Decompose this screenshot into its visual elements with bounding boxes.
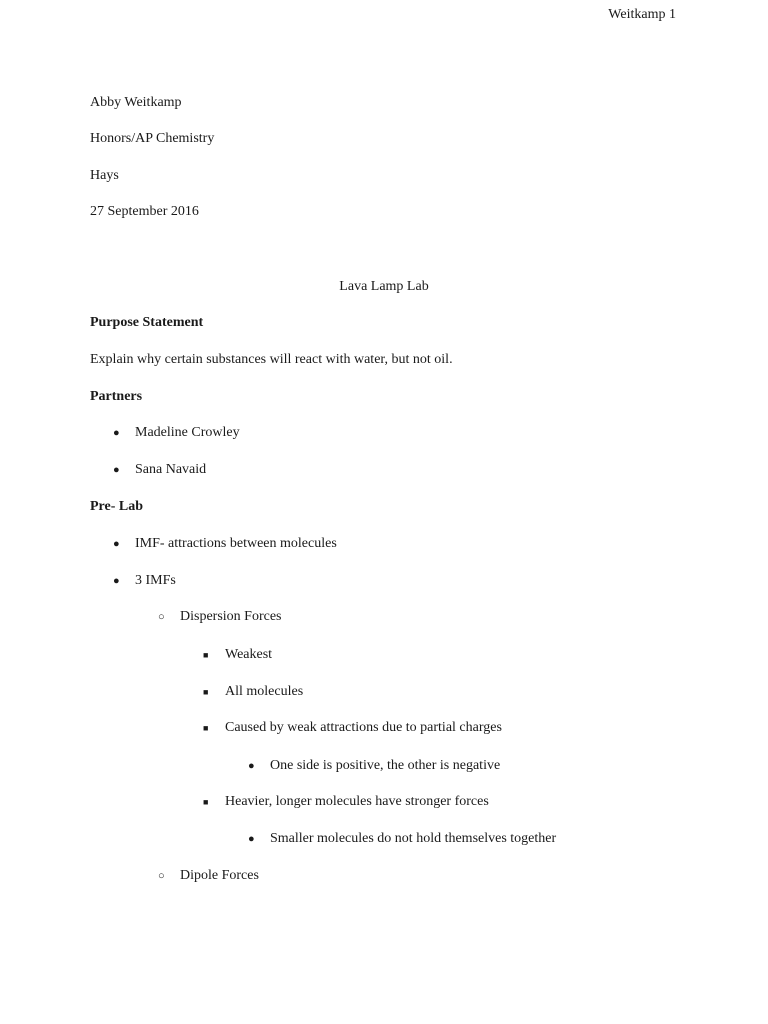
document-title: Lava Lamp Lab — [339, 279, 429, 294]
bullet-square-icon: ■ — [203, 687, 209, 697]
list-item — [203, 793, 489, 811]
bullet-square-icon: ■ — [203, 797, 209, 807]
bullet-circle-icon: ○ — [158, 870, 165, 882]
bullet-disc-icon: ● — [113, 575, 120, 587]
document-date: 27 September 2016 — [90, 204, 199, 219]
list-item-text: Heavier, longer molecules have stronger forces — [225, 794, 489, 809]
list-item-text: IMF- attractions between molecules — [135, 536, 337, 551]
list-item-text: Weakest — [225, 647, 273, 662]
list-item — [248, 830, 556, 848]
list-item-text: One side is positive, the other is negative — [270, 758, 501, 773]
bullet-disc-icon: ● — [248, 833, 255, 845]
partner-name: Madeline Crowley — [135, 425, 240, 440]
list-item — [113, 572, 176, 590]
bullet-disc-icon: ● — [113, 464, 120, 476]
list-item-text: All molecules — [225, 684, 304, 699]
partner-name: Sana Navaid — [135, 462, 207, 477]
list-item — [113, 535, 337, 553]
course-name: Honors/AP Chemistry — [90, 131, 215, 146]
list-item-text: Dipole Forces — [180, 868, 259, 883]
student-name: Abby Weitkamp — [90, 95, 182, 110]
list-item — [113, 461, 206, 479]
list-item-text: Smaller molecules do not hold themselves together — [270, 831, 557, 846]
bullet-square-icon: ■ — [203, 650, 209, 660]
teacher-name: Hays — [90, 168, 119, 183]
list-item-text: 3 IMFs — [135, 573, 176, 588]
bullet-disc-icon: ● — [113, 427, 120, 439]
partners-heading: Partners — [90, 389, 143, 404]
bullet-disc-icon: ● — [248, 760, 255, 772]
list-item — [158, 867, 259, 885]
list-item — [158, 608, 282, 626]
bullet-square-icon: ■ — [203, 723, 209, 733]
list-item — [248, 757, 500, 775]
bullet-disc-icon: ● — [113, 538, 120, 550]
list-item — [113, 424, 240, 442]
list-item-text: Dispersion Forces — [180, 609, 282, 624]
purpose-text: Explain why certain substances will react with water, but not oil. — [90, 352, 453, 367]
running-head: Weitkamp 1 — [608, 7, 676, 22]
list-item — [203, 683, 303, 701]
list-item — [203, 646, 272, 664]
list-item — [203, 719, 502, 737]
prelab-heading: Pre- Lab — [90, 499, 144, 514]
purpose-heading: Purpose Statement — [90, 315, 204, 330]
list-item-text: Caused by weak attractions due to partial charges — [225, 720, 502, 735]
bullet-circle-icon: ○ — [158, 611, 165, 623]
